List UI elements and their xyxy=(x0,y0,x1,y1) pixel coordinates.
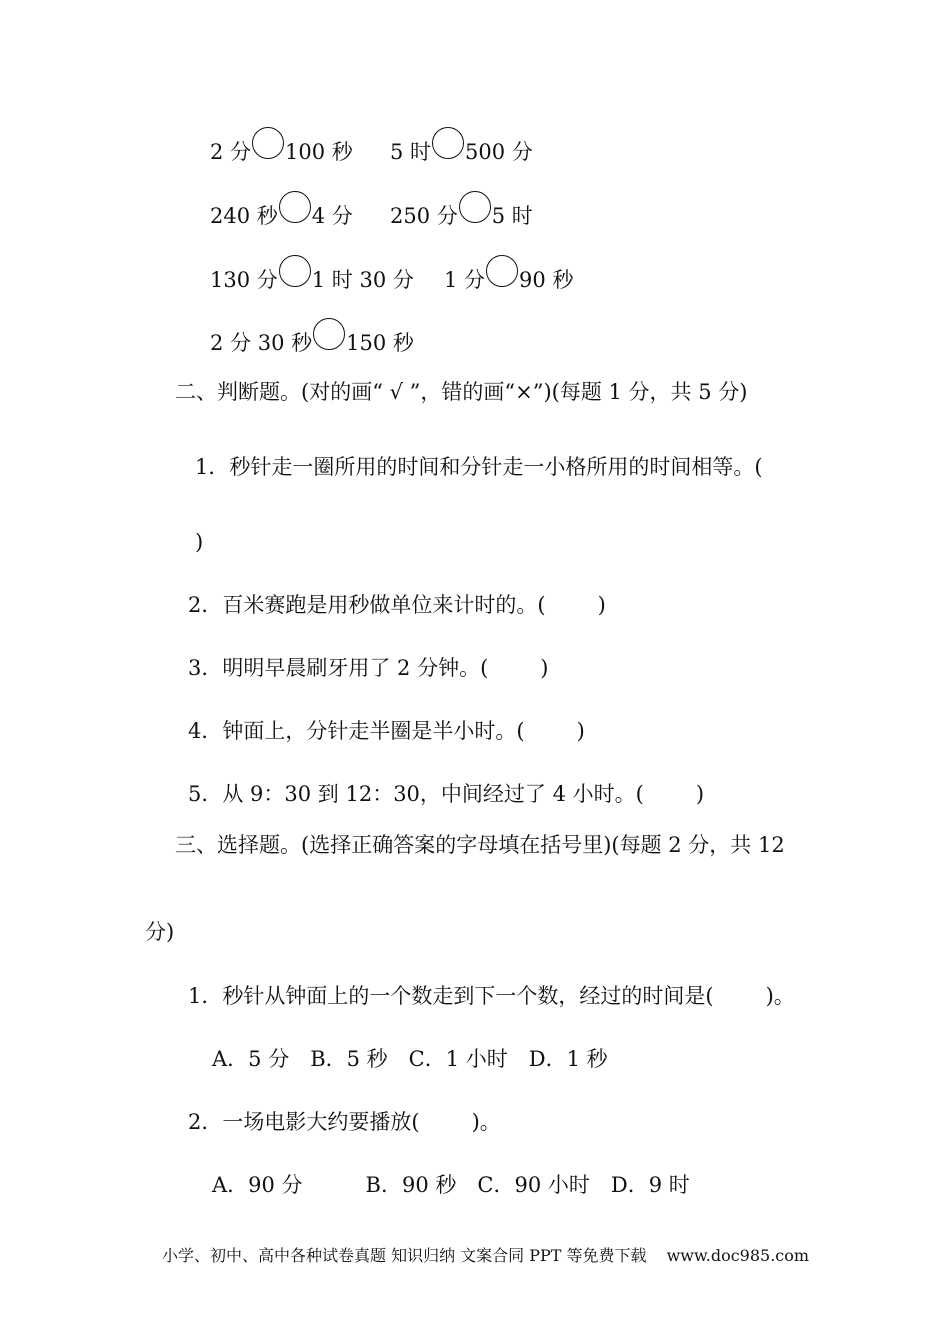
answer-circle[interactable] xyxy=(432,127,464,159)
footer-text: 小学、初中、高中各种试卷真题 知识归纳 文案合同 PPT 等免费下载 xyxy=(162,1246,647,1265)
judgment-question-4: 4．钟面上，分针走半圈是半小时。( ) xyxy=(188,719,585,743)
section-title-choice-cont: 分) xyxy=(145,920,175,944)
choice-question-1: 1．秒针从钟面上的一个数走到下一个数，经过的时间是( )。 xyxy=(188,984,795,1008)
compare-item: 5 时 500 分 xyxy=(390,136,533,168)
choice-question-2: 2．一场电影大约要播放( )。 xyxy=(188,1110,501,1134)
compare-item: 2 分 30 秒 150 秒 xyxy=(210,327,414,359)
compare-item: 240 秒 4 分 xyxy=(210,200,353,232)
section-title-judgment: 二、判断题。(对的画“ √ ”，错的画“×”)(每题 1 分，共 5 分) xyxy=(175,380,748,404)
compare-item: 130 分 1 时 30 分 xyxy=(210,264,414,296)
judgment-question-5: 5．从 9：30 到 12：30，中间经过了 4 小时。( ) xyxy=(188,782,705,806)
footer-url[interactable]: www.doc985.com xyxy=(666,1246,810,1265)
compare-item: 2 分 100 秒 xyxy=(210,136,353,168)
answer-circle[interactable] xyxy=(279,191,311,223)
answer-circle[interactable] xyxy=(459,191,491,223)
judgment-question-1: 1．秒针走一圈所用的时间和分针走一小格所用的时间相等。( xyxy=(195,455,763,479)
choice-question-2-options: A．90 分 B．90 秒 C．90 小时 D．9 时 xyxy=(212,1173,690,1197)
compare-item: 250 分 5 时 xyxy=(390,200,533,232)
choice-question-1-options: A．5 分 B．5 秒 C．1 小时 D．1 秒 xyxy=(212,1047,608,1071)
answer-circle[interactable] xyxy=(279,255,311,287)
answer-circle[interactable] xyxy=(486,255,518,287)
answer-circle[interactable] xyxy=(252,127,284,159)
answer-circle[interactable] xyxy=(313,318,345,350)
judgment-question-3: 3．明明早晨刷牙用了 2 分钟。( ) xyxy=(188,656,549,680)
judgment-question-2: 2．百米赛跑是用秒做单位来计时的。( ) xyxy=(188,593,606,617)
compare-item: 1 分 90 秒 xyxy=(444,264,573,296)
page-footer xyxy=(162,1245,809,1267)
judgment-question-1-close[interactable]: ) xyxy=(195,530,204,554)
section-title-choice: 三、选择题。(选择正确答案的字母填在括号里)(每题 2 分，共 12 xyxy=(175,833,785,857)
